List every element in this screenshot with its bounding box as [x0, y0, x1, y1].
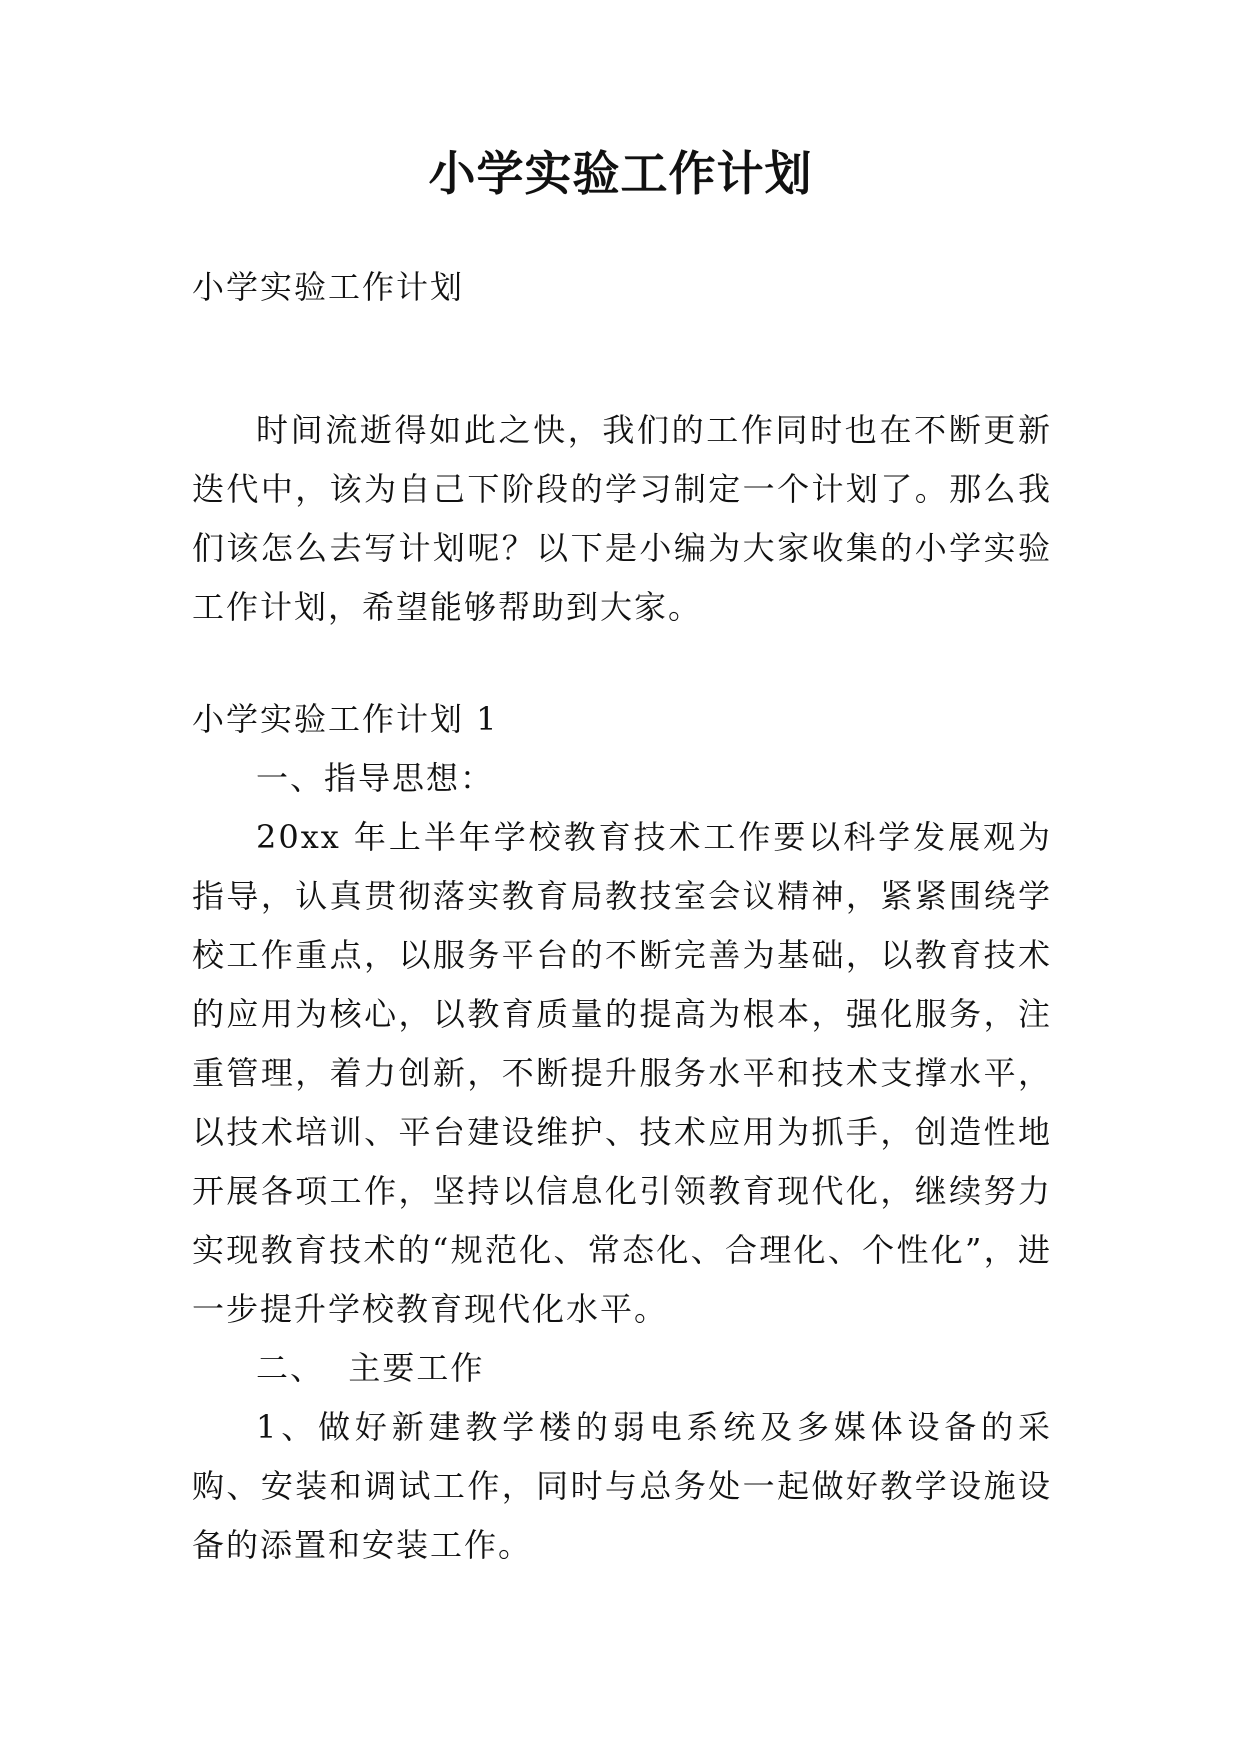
section-2-heading: 二、 主要工作 — [256, 1349, 485, 1387]
section-2-item-1: 1、做好新建教学楼的弱电系统及多媒体设备的采购、安装和调试工作，同时与总务处一起做好教学设施设备的添置和安装工作。 — [192, 1408, 1052, 1564]
document-title: 小学实验工作计划 — [428, 147, 813, 202]
section-1-paragraph: 20xx 年上半年学校教育技术工作要以科学发展观为指导，认真贯彻落实教育局教技室会议精神，紧紧围绕学校工作重点，以服务平台的不断完善为基础，以教育技术的应用为核心，以教育质量的提高为根本，强化服务，注重管理，着力创新，不断提升服务水平和技术支撑水平，以技术培训、平台建设维护、技术应用为抓手，创造性地开展各项工作，坚持以信息化引领教育现代化，继续努力实现教育技术的“规范化、常态化、合理化、个性化”，进一步提升学校教育现代化水平。 — [192, 818, 1052, 1328]
document-subtitle: 小学实验工作计划 — [192, 268, 465, 306]
section-1-heading: 一、指导思想： — [256, 759, 495, 797]
plan-heading: 小学实验工作计划 1 — [192, 700, 499, 738]
intro-paragraph: 时间流逝得如此之快，我们的工作同时也在不断更新迭代中，该为自己下阶段的学习制定一个计划了。那么我们该怎么去写计划呢？以下是小编为大家收集的小学实验工作计划，希望能够帮助到大家。 — [192, 411, 1052, 626]
